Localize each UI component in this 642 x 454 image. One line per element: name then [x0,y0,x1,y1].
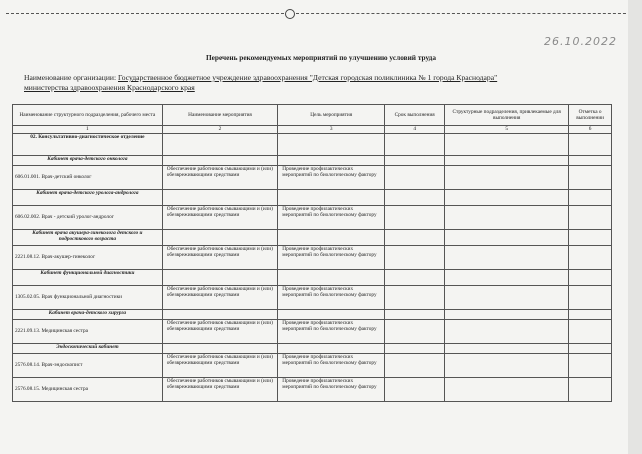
workplace-name: 2221.08.12. Врач-акушер-гинеколог [13,246,163,270]
workplace-name: 2221.09.13. Медицинская сестра [13,320,163,344]
measure-text: Обеспечение работников смывающими и (или) обезвреживающими средствами [162,378,278,402]
table-row [13,246,612,270]
subsection-name: Кабинет врача акушера-гинеколога детского и подросткового возраста [13,230,163,246]
subsection-row [13,156,612,166]
binder-hole [285,9,295,19]
organization-block [24,73,624,93]
measure-text: Обеспечение работников смывающими и (или) обезвреживающими средствами [162,286,278,310]
subsection-row [13,230,612,246]
perforation-line-right [296,13,631,15]
goal-text: Проведение профилактических мероприятий по биологическому фактору [278,354,385,378]
table-number-row [13,126,612,134]
goal-text: Проведение профилактических мероприятий по биологическому фактору [278,286,385,310]
goal-text: Проведение профилактических мероприятий по биологическому фактору [278,166,385,190]
col-number: 5 [445,126,569,134]
goal-text: Проведение профилактических мероприятий по биологическому фактору [278,378,385,402]
subsection-row [13,344,612,354]
section-name: 02. Консультативно-диагностическое отделение [13,134,163,156]
workplace-name: 1305.02.05. Врач функциональной диагностики [13,286,163,310]
measures-table [12,104,612,402]
col-number: 3 [278,126,385,134]
measure-text: Обеспечение работников смывающими и (или) обезвреживающими средствами [162,166,278,190]
workplace-name: 2576.08.14. Врач-эндоскопист [13,354,163,378]
document-title: Перечень рекомендуемых мероприятий по улучшению условий труда [205,53,436,62]
measure-text: Обеспечение работников смывающими и (или) обезвреживающими средствами [162,246,278,270]
subsection-name: Кабинет врача-детского уролога-андролога [13,190,163,206]
measure-text: Обеспечение работников смывающими и (или) обезвреживающими средствами [162,320,278,344]
header-measure: Наименование мероприятия [162,105,278,126]
organization-name-line1: Государственное бюджетное учреждение здравоохранения "Детская городская поликлиника № 1 города Краснодара" [118,73,498,82]
scan-edge [628,0,642,454]
subsection-row [13,310,612,320]
goal-text: Проведение профилактических мероприятий по биологическому фактору [278,320,385,344]
table-header-row [13,105,612,126]
table-row [13,166,612,190]
subsection-name: Кабинет врача-детского онколога [13,156,163,166]
workplace-name: 606.01.001. Врач-детский онколог [13,166,163,190]
organization-label: Наименование организации: [24,73,117,82]
table-row [13,320,612,344]
subsection-name: Кабинет функциональной диагностики [13,270,163,286]
table-row [13,206,612,230]
col-number: 1 [13,126,163,134]
subsection-name: Кабинет врача-детского хирурга [13,310,163,320]
header-departments: Структурные подразделения, привлекаемые для выполнения [445,105,569,126]
subsection-row [13,270,612,286]
table-row [13,378,612,402]
table-row [13,286,612,310]
perforation-line-left [6,13,284,15]
col-number: 4 [385,126,445,134]
measure-text: Обеспечение работников смывающими и (или) обезвреживающими средствами [162,354,278,378]
organization-name-line2: министерства здравоохранения Краснодарского края [24,83,195,92]
date-stamp: 26.10.2022 [544,35,617,48]
header-goal: Цель мероприятия [278,105,385,126]
table-row [13,354,612,378]
goal-text: Проведение профилактических мероприятий по биологическому фактору [278,246,385,270]
header-completion: Отметка о выполнении [569,105,612,126]
col-number: 6 [569,126,612,134]
col-number: 2 [162,126,278,134]
goal-text: Проведение профилактических мероприятий по биологическому фактору [278,206,385,230]
subsection-row [13,190,612,206]
section-row [13,134,612,156]
measure-text: Обеспечение работников смывающими и (или) обезвреживающими средствами [162,206,278,230]
header-deadline: Срок выполнения [385,105,445,126]
workplace-name: 2576.08.15. Медицинская сестра [13,378,163,402]
workplace-name: 606.02.002. Врач - детский уролог-андролог [13,206,163,230]
header-unit: Наименование структурного подразделения, рабочего места [13,105,163,126]
subsection-name: Эндоскопический кабинет [13,344,163,354]
